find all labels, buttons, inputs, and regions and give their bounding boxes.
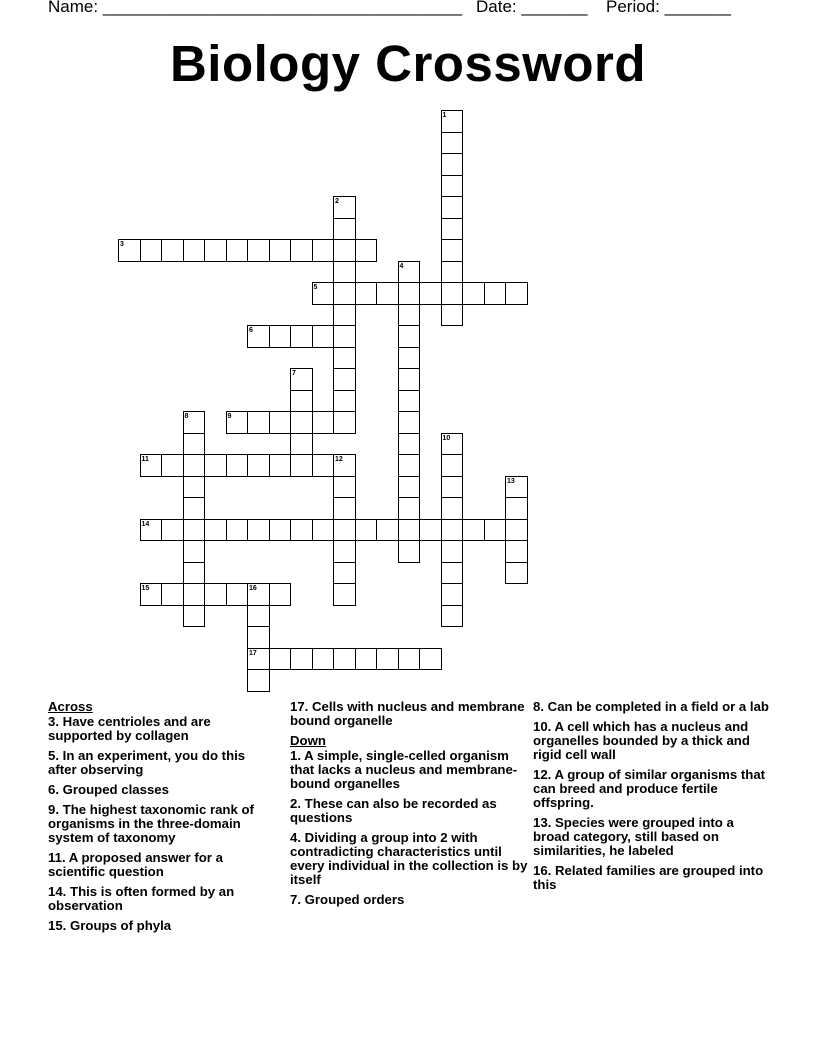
- clue-number-label: 1: [442, 112, 447, 119]
- clues-column-1: [48, 700, 276, 939]
- grid-cell[interactable]: [355, 648, 378, 671]
- clue-number-label: 9: [227, 413, 232, 420]
- grid-cell[interactable]: [441, 454, 464, 477]
- clue-text: In an experiment, you do this after observing: [48, 748, 246, 777]
- grid-cell[interactable]: [312, 239, 335, 262]
- across-clue: [48, 885, 276, 913]
- clue-number: 9.: [48, 802, 59, 817]
- clue-text: A simple, single-celled organism that lacks a nucleus and membrane-bound organelles: [290, 748, 518, 791]
- grid-cell[interactable]: [204, 454, 227, 477]
- grid-cell[interactable]: [290, 325, 313, 348]
- clue-text: These can also be recorded as questions: [290, 796, 497, 825]
- grid-cell[interactable]: [140, 239, 163, 262]
- grid-cell[interactable]: [269, 325, 292, 348]
- grid-cell[interactable]: [333, 648, 356, 671]
- down-clue: [533, 720, 773, 762]
- clue-number: 4.: [290, 830, 301, 845]
- grid-cell[interactable]: [333, 218, 356, 241]
- clue-text: A cell which has a nucleus and organelles bounded by a thick and rigid cell wall: [533, 719, 750, 762]
- grid-cell[interactable]: [398, 347, 421, 370]
- clue-number-label: 15: [141, 585, 150, 592]
- grid-cell[interactable]: [441, 476, 464, 499]
- grid-cell[interactable]: [183, 239, 206, 262]
- grid-cell[interactable]: [333, 390, 356, 413]
- grid-cell[interactable]: [333, 368, 356, 391]
- grid-cell[interactable]: [333, 540, 356, 563]
- clue-number-label: 7: [292, 370, 296, 377]
- across-clue: [48, 919, 276, 933]
- grid-cell[interactable]: [398, 368, 421, 391]
- clue-number-label: 11: [141, 456, 149, 463]
- grid-cell[interactable]: [398, 282, 421, 305]
- clue-text: Cells with nucleus and membrane bound organelle: [290, 699, 525, 728]
- clue-text: Dividing a group into 2 with contradicting characteristics until every individual in the collection is by itself: [290, 830, 528, 887]
- down-clue-list-continued: [533, 700, 773, 892]
- grid-cell[interactable]: [355, 519, 378, 542]
- grid-cell[interactable]: [290, 411, 313, 434]
- across-clue: [48, 803, 276, 845]
- grid-cell[interactable]: [355, 282, 378, 305]
- clue-number-label: 17: [249, 649, 257, 657]
- clue-number: 6.: [48, 782, 59, 797]
- grid-cell[interactable]: [376, 519, 399, 542]
- grid-cell[interactable]: [398, 540, 421, 563]
- clue-text: The highest taxonomic rank of organisms in the three-domain system of taxonomy: [48, 802, 254, 845]
- grid-cell[interactable]: [441, 239, 464, 262]
- clue-text: Can be completed in a field or a lab: [544, 699, 769, 714]
- clue-number: 5.: [48, 748, 59, 763]
- grid-cell[interactable]: [398, 497, 421, 520]
- grid-cell[interactable]: [312, 454, 335, 477]
- across-clue: [48, 749, 276, 777]
- grid-cell[interactable]: [226, 519, 249, 542]
- grid-cell[interactable]: [441, 218, 464, 241]
- clue-text: A proposed answer for a scientific question: [48, 850, 223, 879]
- grid-cell[interactable]: [333, 562, 356, 585]
- grid-cell[interactable]: [204, 519, 227, 542]
- grid-cell[interactable]: [247, 519, 270, 542]
- down-clue: [533, 768, 773, 810]
- grid-cell[interactable]: [183, 454, 206, 477]
- grid-cell[interactable]: [333, 497, 356, 520]
- date-blank: _______: [521, 0, 588, 16]
- grid-cell[interactable]: [204, 239, 227, 262]
- grid-cell[interactable]: [441, 497, 464, 520]
- grid-cell[interactable]: [290, 648, 313, 671]
- across-clue-list-continued: [290, 700, 530, 728]
- grid-cell[interactable]: [505, 282, 528, 305]
- clue-number-label: 13: [507, 477, 515, 485]
- clue-number-label: 14: [141, 520, 150, 528]
- grid-cell[interactable]: [398, 304, 421, 327]
- grid-cell[interactable]: [269, 519, 292, 542]
- grid-cell[interactable]: [376, 282, 399, 305]
- name-label: Name:: [48, 0, 99, 16]
- grid-cell[interactable]: [441, 540, 464, 563]
- grid-cell[interactable]: [247, 605, 270, 628]
- clue-number-label: 3: [120, 241, 124, 248]
- grid-cell[interactable]: [398, 454, 421, 477]
- grid-cell[interactable]: [441, 175, 464, 198]
- grid-cell[interactable]: [290, 390, 313, 413]
- grid-cell[interactable]: [247, 454, 270, 477]
- grid-cell[interactable]: [247, 411, 270, 434]
- grid-cell[interactable]: [441, 196, 464, 219]
- grid-cell[interactable]: [441, 282, 464, 305]
- across-heading: Across: [48, 699, 93, 714]
- across-clue-list: [48, 715, 276, 933]
- grid-cell[interactable]: [183, 562, 206, 585]
- grid-cell[interactable]: [441, 153, 464, 176]
- grid-cell[interactable]: [247, 669, 270, 692]
- grid-cell[interactable]: [462, 519, 485, 542]
- grid-cell[interactable]: [247, 239, 270, 262]
- grid-cell[interactable]: [419, 519, 442, 542]
- clue-number: 1.: [290, 748, 301, 763]
- grid-cell[interactable]: [183, 519, 206, 542]
- grid-cell[interactable]: [312, 648, 335, 671]
- grid-cell[interactable]: [441, 261, 464, 284]
- grid-cell[interactable]: [183, 583, 206, 606]
- grid-cell[interactable]: [183, 433, 206, 456]
- clue-text: Grouped classes: [59, 782, 169, 797]
- grid-cell[interactable]: [398, 519, 421, 542]
- grid-cell[interactable]: [441, 562, 464, 585]
- grid-cell[interactable]: [333, 239, 356, 262]
- grid-cell[interactable]: [355, 239, 378, 262]
- down-clue: [533, 700, 773, 714]
- grid-cell[interactable]: [312, 519, 335, 542]
- grid-cell[interactable]: [226, 239, 249, 262]
- grid-cell[interactable]: [419, 648, 442, 671]
- grid-cell[interactable]: [290, 239, 313, 262]
- clue-text: Groups of phyla: [66, 918, 172, 933]
- grid-cell[interactable]: [247, 626, 270, 649]
- grid-cell[interactable]: [505, 497, 528, 520]
- clue-number: 16.: [533, 863, 552, 878]
- grid-cell[interactable]: [484, 282, 507, 305]
- down-clue: [290, 893, 530, 907]
- grid-cell[interactable]: [161, 583, 184, 606]
- grid-cell[interactable]: [204, 583, 227, 606]
- grid-cell[interactable]: [484, 519, 507, 542]
- clue-number: 3.: [48, 714, 59, 729]
- grid-cell[interactable]: [333, 347, 356, 370]
- down-clue: [533, 816, 773, 858]
- down-clue: [533, 864, 773, 892]
- down-clue: [290, 831, 530, 887]
- grid-cell[interactable]: [398, 325, 421, 348]
- grid-cell[interactable]: [333, 583, 356, 606]
- clue-number-label: 4: [399, 262, 404, 270]
- grid-cell[interactable]: [398, 390, 421, 413]
- grid-cell[interactable]: [312, 325, 335, 348]
- period-label: Period:: [606, 0, 660, 16]
- grid-cell[interactable]: [183, 497, 206, 520]
- grid-cell[interactable]: [183, 540, 206, 563]
- grid-cell[interactable]: [441, 519, 464, 542]
- down-clue: [290, 797, 530, 825]
- clue-number-label: 8: [184, 413, 189, 420]
- down-clue-list: [290, 749, 530, 907]
- clue-number: 10.: [533, 719, 552, 734]
- grid-cell[interactable]: [226, 583, 249, 606]
- grid-cell[interactable]: [290, 454, 313, 477]
- clue-text: Species were grouped into a broad category, still based on similarities, he labeled: [533, 815, 734, 858]
- grid-cell[interactable]: [333, 476, 356, 499]
- across-clue: [290, 700, 530, 728]
- grid-cell[interactable]: [333, 325, 356, 348]
- grid-cell[interactable]: [269, 648, 292, 671]
- grid-cell[interactable]: [290, 519, 313, 542]
- name-blank: ______________________________________: [102, 0, 463, 16]
- grid-cell[interactable]: [419, 282, 442, 305]
- grid-cell[interactable]: [333, 261, 356, 284]
- grid-cell[interactable]: [269, 239, 292, 262]
- across-clue: [48, 783, 276, 797]
- grid-cell[interactable]: [333, 282, 356, 305]
- grid-cell[interactable]: [269, 454, 292, 477]
- down-clue: [290, 749, 530, 791]
- grid-cell[interactable]: [312, 411, 335, 434]
- across-clue: [48, 715, 276, 743]
- grid-cell[interactable]: [462, 282, 485, 305]
- grid-cell[interactable]: [441, 132, 464, 155]
- down-heading: Down: [290, 733, 326, 748]
- clues-column-2: [290, 700, 530, 913]
- grid-cell[interactable]: [376, 648, 399, 671]
- grid-cell[interactable]: [333, 411, 356, 434]
- grid-cell[interactable]: [183, 605, 206, 628]
- clue-number: 17.: [290, 699, 309, 714]
- grid-cell[interactable]: [505, 562, 528, 585]
- clue-text: A group of similar organisms that can breed and produce fertile offspring.: [533, 767, 766, 810]
- page-title: Biology Crossword: [169, 35, 647, 92]
- grid-cell[interactable]: [161, 239, 184, 262]
- grid-cell[interactable]: [441, 583, 464, 606]
- grid-cell[interactable]: [505, 540, 528, 563]
- date-label: Date:: [476, 0, 517, 16]
- clue-text: Related families are grouped into this: [533, 863, 764, 892]
- grid-cell[interactable]: [505, 519, 528, 542]
- period-blank: _______: [664, 0, 731, 16]
- clue-number: 14.: [48, 884, 67, 899]
- grid-cell[interactable]: [183, 476, 206, 499]
- grid-cell[interactable]: [441, 605, 464, 628]
- clue-number: 8.: [533, 699, 544, 714]
- grid-cell[interactable]: [161, 519, 184, 542]
- clue-text: Grouped orders: [301, 892, 405, 907]
- clue-number-label: 5: [313, 284, 318, 291]
- clues-column-3: [533, 700, 773, 898]
- grid-cell[interactable]: [269, 411, 292, 434]
- grid-cell[interactable]: [226, 454, 249, 477]
- clue-number: 7.: [290, 892, 301, 907]
- clue-text: Have centrioles and are supported by collagen: [48, 714, 211, 743]
- grid-cell[interactable]: [161, 454, 184, 477]
- grid-cell[interactable]: [333, 304, 356, 327]
- grid-cell[interactable]: [398, 433, 421, 456]
- grid-cell[interactable]: [269, 583, 292, 606]
- grid-cell[interactable]: [290, 433, 313, 456]
- clue-number: 13.: [533, 815, 552, 830]
- grid-cell[interactable]: [398, 648, 421, 671]
- clue-number: 11.: [48, 850, 66, 865]
- across-clue: [48, 851, 276, 879]
- clue-number: 15.: [48, 918, 67, 933]
- grid-cell[interactable]: [441, 304, 464, 327]
- clue-number-label: 10: [442, 434, 451, 442]
- clue-number-label: 12: [335, 456, 343, 463]
- grid-cell[interactable]: [398, 411, 421, 434]
- clue-text: This is often formed by an observation: [48, 884, 235, 913]
- grid-cell[interactable]: [333, 519, 356, 542]
- clue-number-label: 6: [249, 327, 253, 334]
- clue-number: 12.: [533, 767, 552, 782]
- clue-number-label: 2: [335, 198, 339, 205]
- grid-cell[interactable]: [398, 476, 421, 499]
- clue-number-label: 16: [249, 585, 257, 592]
- clue-number: 2.: [290, 796, 301, 811]
